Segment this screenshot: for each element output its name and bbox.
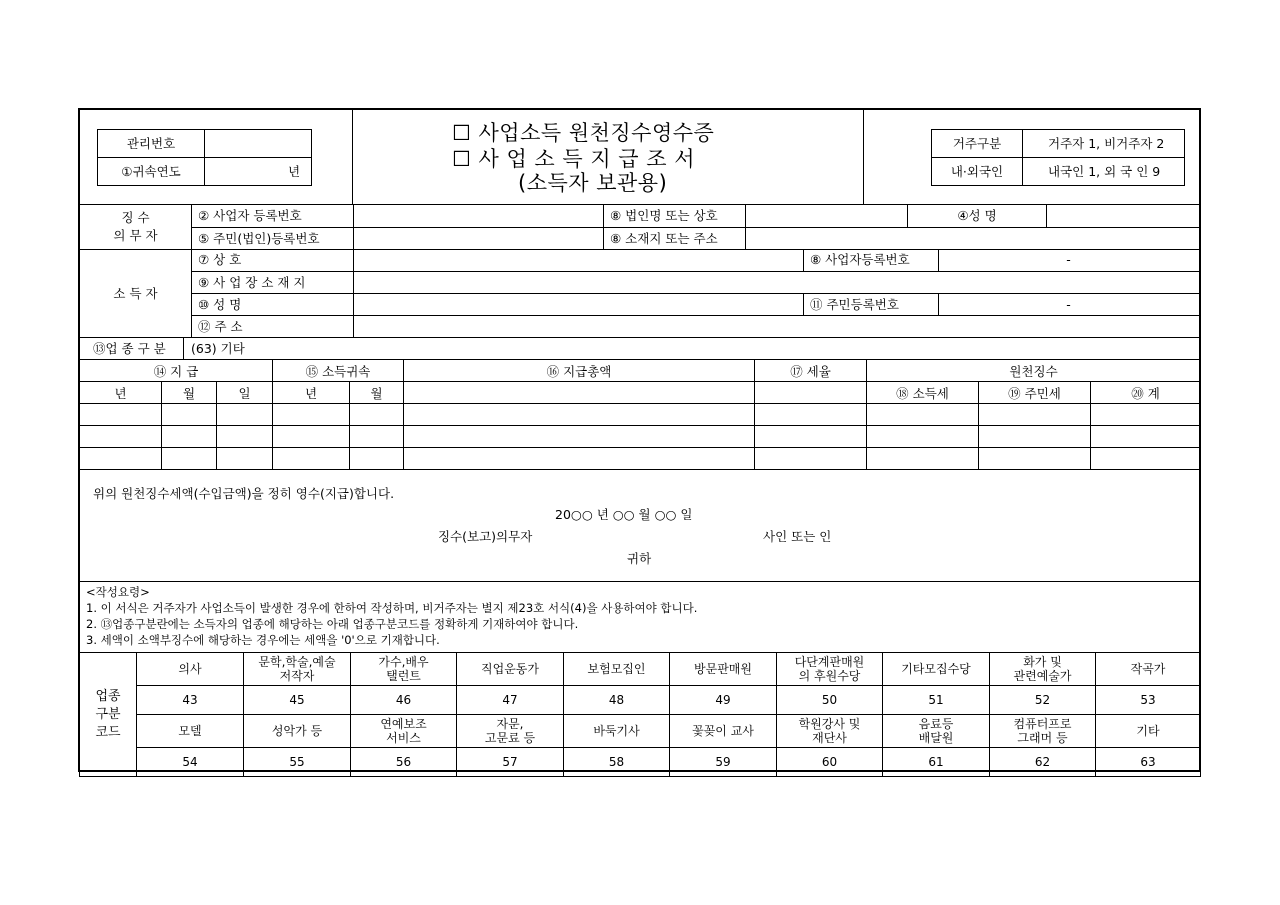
earner-resident-reg-label: ⑪ 주민등록번호 (810, 297, 899, 312)
attribution-year-label: ①귀속연도 (121, 164, 181, 179)
industry-code: 56 (351, 748, 457, 777)
title-receipt: ☐ 사업소득 원천징수영수증 (452, 121, 715, 145)
industry-code: 48 (564, 686, 670, 715)
industry-code: 55 (244, 748, 351, 777)
header-attribution: ⑮ 소득귀속 (273, 360, 404, 382)
header-total-amount: ⑯ 지급총액 (404, 360, 755, 382)
industry-code: 60 (777, 748, 883, 777)
cell[interactable] (755, 404, 867, 426)
withholder-address-label: ⑧ 소재지 또는 주소 (610, 231, 718, 246)
withholder-corp-name-label: ⑧ 법인명 또는 상호 (610, 208, 718, 223)
cell[interactable] (979, 426, 1091, 448)
cell[interactable] (1091, 404, 1201, 426)
header-pay-month: 월 (162, 382, 217, 404)
cell[interactable] (80, 404, 162, 426)
side-label-line: 구분 (95, 706, 121, 722)
header-sum: ⑳ 계 (1091, 382, 1201, 404)
header-blank-total (404, 382, 755, 404)
cell[interactable] (867, 448, 979, 470)
industry-name: 직업운동가 (457, 653, 564, 686)
header-blank-rate (755, 382, 867, 404)
cell[interactable] (404, 448, 755, 470)
cell[interactable] (755, 448, 867, 470)
payment-table (79, 359, 1201, 470)
industry-name: 자문, 고문료 등 (457, 715, 564, 748)
industry-code: 45 (244, 686, 351, 715)
industry-code: 50 (777, 686, 883, 715)
cell[interactable] (350, 448, 404, 470)
cell[interactable] (162, 448, 217, 470)
cell[interactable] (979, 404, 1091, 426)
earner-workplace-label: ⑨ 사 업 장 소 재 지 (198, 275, 306, 290)
cell[interactable] (350, 404, 404, 426)
table-row (80, 404, 1201, 426)
industry-name: 기타모집수당 (883, 653, 990, 686)
title-copy-type: (소득자 보관용) (518, 171, 668, 195)
withholder-biz-reg-label: ② 사업자 등록번호 (198, 208, 302, 223)
industry-name: 기타 (1096, 715, 1201, 748)
cell[interactable] (80, 448, 162, 470)
header-pay-year: 년 (80, 382, 162, 404)
withholder-name-label: ④성 명 (957, 208, 997, 223)
cell[interactable] (217, 426, 273, 448)
industry-code: 54 (137, 748, 244, 777)
earner-trade-name-label: ⑦ 상 호 (198, 252, 242, 267)
table-row (80, 448, 1201, 470)
cell[interactable] (755, 426, 867, 448)
withholder-resident-reg-label: ⑤ 주민(법인)등록번호 (198, 231, 320, 246)
earner-section (80, 250, 1199, 337)
receipt-payer-label: 징수(보고)의무자 (438, 529, 533, 544)
cell[interactable] (80, 426, 162, 448)
industry-name: 화가 및 관련예술가 (990, 653, 1096, 686)
industry-name: 의사 (137, 653, 244, 686)
industry-name: 음료등 배달원 (883, 715, 990, 748)
receipt-section (80, 472, 1199, 581)
industry-name: 방문판매원 (670, 653, 777, 686)
table-row (80, 715, 1201, 748)
cell[interactable] (404, 426, 755, 448)
cell[interactable] (273, 448, 350, 470)
receipt-sign-label: 사인 또는 인 (763, 529, 832, 544)
cell[interactable] (162, 404, 217, 426)
industry-value: (63) 기타 (191, 341, 245, 356)
form-header (80, 110, 1199, 204)
table-row (80, 653, 1201, 686)
industry-name: 꽃꽂이 교사 (670, 715, 777, 748)
industry-code: 47 (457, 686, 564, 715)
mgmt-number-label: 관리번호 (126, 136, 176, 151)
industry-name: 문학,학술,예술 저작자 (244, 653, 351, 686)
withholder-label-1: 징 수 (121, 210, 150, 225)
industry-name: 다단계판매원 의 후원수당 (777, 653, 883, 686)
cell[interactable] (162, 426, 217, 448)
side-label-line: 업종 (95, 688, 121, 704)
receipt-date: 20○○ 년 ○○ 월 ○○ 일 (555, 507, 693, 522)
notes-section (80, 582, 1199, 652)
cell[interactable] (350, 426, 404, 448)
industry-code: 46 (351, 686, 457, 715)
nationality-value: 내국인 1, 외 국 인 9 (1048, 164, 1161, 179)
attribution-year-unit: 년 (288, 164, 301, 179)
residency-box (931, 129, 1185, 186)
industry-code-table (79, 652, 1201, 777)
industry-code: 53 (1096, 686, 1201, 715)
side-label-line: 코드 (95, 724, 121, 740)
notes-item-2: 2. ⑬업종구분란에는 소득자의 업종에 해당하는 아래 업종구분코드를 정확하게 기재하여야 합니다. (86, 617, 579, 631)
nationality-label: 내·외국인 (950, 164, 1004, 179)
earner-address-label: ⑫ 주 소 (198, 319, 243, 334)
receipt-addressee: 귀하 (627, 551, 652, 566)
management-box (97, 129, 312, 186)
industry-name: 컴퓨터프로 그래머 등 (990, 715, 1096, 748)
header-attr-year: 년 (273, 382, 350, 404)
residency-label: 거주구분 (952, 136, 1002, 151)
industry-name: 성악가 등 (244, 715, 351, 748)
industry-code: 62 (990, 748, 1096, 777)
notes-item-3: 3. 세액이 소액부징수에 해당하는 경우에는 세액을 '0'으로 기재합니다. (86, 633, 440, 647)
cell[interactable] (404, 404, 755, 426)
cell[interactable] (273, 426, 350, 448)
industry-code-side-label (80, 653, 137, 777)
table-row (80, 748, 1201, 777)
table-row (80, 426, 1201, 448)
withholder-section (80, 205, 1199, 249)
header-pay-day: 일 (217, 382, 273, 404)
receipt-statement: 위의 원천징수세액(수입금액)을 정히 영수(지급)합니다. (93, 486, 395, 501)
cell[interactable] (273, 404, 350, 426)
industry-code: 59 (670, 748, 777, 777)
industry-code: 63 (1096, 748, 1201, 777)
earner-biz-reg-value[interactable]: - (1066, 252, 1071, 267)
notes-heading: <작성요령> (86, 585, 150, 599)
header-local-tax: ⑲ 주민세 (979, 382, 1091, 404)
industry-name: 학원강사 및 재단사 (777, 715, 883, 748)
industry-name: 작곡가 (1096, 653, 1201, 686)
cell[interactable] (979, 448, 1091, 470)
industry-code: 57 (457, 748, 564, 777)
industry-name: 가수,배우 탤런트 (351, 653, 457, 686)
industry-name: 연예보조 서비스 (351, 715, 457, 748)
earner-resident-reg-value[interactable]: - (1066, 297, 1071, 312)
header-payment: ⑭ 지 급 (80, 360, 273, 382)
notes-item-1: 1. 이 서식은 거주자가 사업소득이 발생한 경우에 한하여 작성하며, 비거주자는 별지 제23호 서식(4)을 사용하여야 합니다. (86, 601, 698, 615)
industry-code: 49 (670, 686, 777, 715)
cell[interactable] (217, 448, 273, 470)
header-withholding: 원천징수 (867, 360, 1201, 382)
industry-name: 보험모집인 (564, 653, 670, 686)
earner-label: 소 득 자 (113, 286, 158, 301)
withholder-label-2: 의 무 자 (113, 228, 158, 243)
industry-label: ⑬업 종 구 분 (93, 341, 166, 356)
industry-code: 52 (990, 686, 1096, 715)
industry-name: 바둑기사 (564, 715, 670, 748)
cell[interactable] (1091, 426, 1201, 448)
industry-code: 43 (137, 686, 244, 715)
industry-section (80, 338, 1199, 359)
header-attr-month: 월 (350, 382, 404, 404)
industry-name: 모델 (137, 715, 244, 748)
cell[interactable] (867, 404, 979, 426)
cell[interactable] (217, 404, 273, 426)
cell[interactable] (867, 426, 979, 448)
header-tax-rate: ⑰ 세율 (755, 360, 867, 382)
industry-code: 61 (883, 748, 990, 777)
residency-value: 거주자 1, 비거주자 2 (1048, 136, 1165, 151)
earner-biz-reg-label: ⑧ 사업자등록번호 (810, 252, 910, 267)
industry-code: 58 (564, 748, 670, 777)
header-income-tax: ⑱ 소득세 (867, 382, 979, 404)
earner-name-label: ⑩ 성 명 (198, 297, 242, 312)
table-row (80, 686, 1201, 715)
withholding-receipt-form (78, 108, 1201, 772)
title-payment-statement: ☐ 사 업 소 득 지 급 조 서 (452, 147, 696, 171)
industry-code: 51 (883, 686, 990, 715)
cell[interactable] (1091, 448, 1201, 470)
